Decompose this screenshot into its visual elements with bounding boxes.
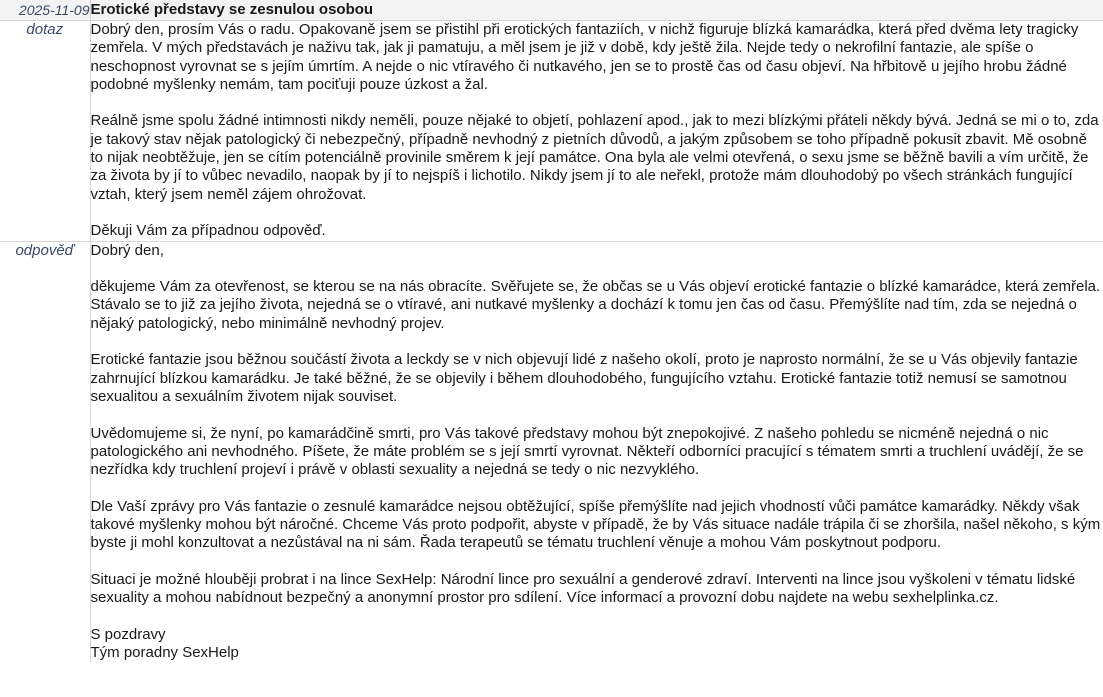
signature — [91, 626, 1103, 663]
answer-body — [90, 241, 1103, 662]
answer-row — [0, 241, 1103, 662]
answer-paragraph: Situaci je možné hlouběji probrat i na lince SexHelp: Národní lince pro sexuální a genderové zdraví. Interventi na lince jsou vyškoleni v tématu lidské sexuality a mohou nabídnout bezpečný a anonymní prostor pro sdílení. Více informací a provozní dobu najdete na webu sexhelplinka.cz. — [90, 570, 1076, 607]
answer-paragraph: Dobrý den, — [90, 241, 164, 259]
question-paragraph: Dobrý den, prosím Vás o radu. Opakovaně jsem se přistihl při erotických fantaziích, v nichž figuruje blízká kamarádka, která před dvěma lety tragicky zemřela. V mých představách je naživu tak, jak ji pamatuju, a měl jsem je již v době, kdy ještě žila. Nejde tedy o nekrofilní fantazie, ale spíše o neschopnost vyrovnat se s jejím úmrtím. A nejde o nic vtíravého či nutkavého, jen se to prostě čas od času objeví. Na hřbitově u jejího hrobu žádné podobné myšlenky nemám, tam pociťuji pouze úzkost a žal. — [90, 21, 1079, 93]
entry-header-row — [0, 0, 1103, 21]
question-paragraph: Reálně jsme spolu žádné intimnosti nikdy neměli, pouze nějaké to objetí, pohlazení apod., jak to mezi blízkými přáteli někdy bývá. Jedná se mi o to, zda je takový stav nějak patologický či nebezpečný, případně nevhodný z pietních důvodů, a jakým způsobem se toho případně pokusit zbavit. Mě osobně to nijak neobtěžuje, jen se cítím potenciálně provinile směrem k její památce. Ona byla ale velmi otevřená, o sexu jsme se běžně bavili a vím určitě, že za života by jí to vůbec nevadilo, naopak by jí to nejspíš i lichotilo. Nikdy jsem jí to ale neřekl, protože mám dlouhodobý po všech stránkách fungující vztah, který jsem neměl zájem ohrožovat. — [90, 112, 1099, 203]
answer-paragraph: Erotické fantazie jsou běžnou součástí života a leckdy se v nich objevují lidé z našeho okolí, proto je naprosto normální, že se u Vás objevily fantazie zahrnující blízkou kamarádku. Je také běžné, že se objevily i během dlouhodobého, fungujícího vztahu. Erotické fantazie totiž nemusí se samotnou sexualitou a sexuálním životem nijak souviset. — [90, 351, 1078, 405]
question-label: dotaz — [0, 21, 90, 242]
question-body — [90, 21, 1103, 242]
answer-paragraph: děkujeme Vám za otevřenost, se kterou se na nás obracíte. Svěřujete se, že občas se u Vás objeví erotické fantazie o blízké kamarádce, která zemřela. Stávalo se to již za jejího života, nejedná se o vtíravé, ani nutkavé myšlenky a dochází k tomu jen čas od času. Přemýšlíte nad tím, zda se nejedná o nějaký patologický, nebo minimálně nevhodný projev. — [90, 278, 1101, 332]
entry-title: Erotické představy se zesnulou osobou — [90, 0, 1103, 21]
answer-paragraph: Dle Vaší zprávy pro Vás fantazie o zesnulé kamarádce nejsou obtěžující, spíše přemýšlíte nad jejich vhodností vůči památce kamarádky. Někdy však takové myšlenky mohou být náročné. Chceme Vás proto podpořit, abyste v případě, že by Vás situace nadále trápila či se zhoršila, našel někoho, s kým byste ji mohl konzultovat a nezůstával na ni sám. Řada terapeutů se tématu truchlení věnuje a mohou Vám poskytnout podporu. — [90, 497, 1101, 552]
question-paragraph: Děkuji Vám za případnou odpověď. — [90, 222, 326, 240]
answer-paragraph: Uvědomujeme si, že nyní, po kamarádčině smrti, pro Vás takové představy mohou být znepokojivé. Z našeho pohledu se nicméně nejedná o nic patologického ani nevhodného. Píšete, že máte problém se s její smrtí vyrovnat. Někteří odborníci pracující s tématem smrti a truchlení uvádějí, že se nezřídka kdy truchlení projeví i právě v oblasti sexuality a nejedná se tedy o nic nezvyklého. — [90, 424, 1084, 479]
question-row — [0, 21, 1103, 242]
signature-team: Tým poradny SexHelp — [90, 644, 239, 662]
entry-date: 2025-11-09 — [0, 0, 90, 21]
signature-greeting: S pozdravy — [90, 625, 166, 643]
answer-label: odpověď — [0, 241, 90, 662]
